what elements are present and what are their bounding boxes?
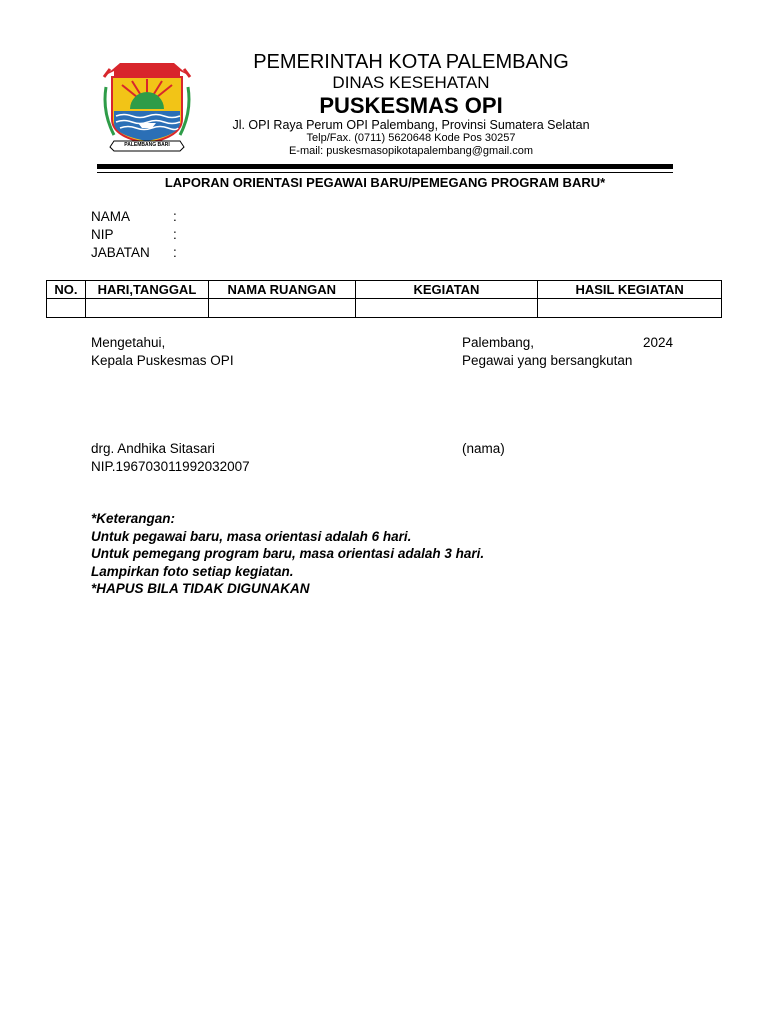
table-cell[interactable] xyxy=(47,299,86,318)
head-role: Kepala Puskesmas OPI xyxy=(91,353,234,368)
address-line: Jl. OPI Raya Perum OPI Palembang, Provinsi Sumatera Selatan xyxy=(232,118,590,132)
table-cell[interactable] xyxy=(538,299,722,318)
column-header-no: NO. xyxy=(47,281,86,299)
head-nip: NIP.196703011992032007 xyxy=(91,459,250,474)
field-label-nama: NAMA xyxy=(91,209,131,224)
letterhead-divider-thin xyxy=(97,172,673,173)
table-cell[interactable] xyxy=(355,299,538,318)
column-header-result: HASIL KEGIATAN xyxy=(538,281,722,299)
head-name: drg. Andhika Sitasari xyxy=(91,441,215,456)
notes-heading: *Keterangan: xyxy=(91,511,176,526)
table-cell[interactable] xyxy=(208,299,355,318)
column-header-room: NAMA RUANGAN xyxy=(208,281,355,299)
field-separator: : xyxy=(173,227,177,242)
table-cell[interactable] xyxy=(85,299,208,318)
letterhead-divider-thick xyxy=(97,164,673,169)
document-title: LAPORAN ORIENTASI PEGAWAI BARU/PEMEGANG PROGRAM BARU* xyxy=(164,175,606,190)
field-label-jabatan: JABATAN xyxy=(91,245,150,260)
institution-name: PUSKESMAS OPI xyxy=(319,93,503,118)
table-header-row xyxy=(47,281,722,299)
government-name: PEMERINTAH KOTA PALEMBANG xyxy=(253,51,569,73)
field-separator: : xyxy=(173,245,177,260)
table-row xyxy=(47,299,722,318)
note-line: Lampirkan foto setiap kegiatan. xyxy=(91,564,294,579)
employee-role: Pegawai yang bersangkutan xyxy=(462,353,633,368)
city-emblem-logo xyxy=(100,57,194,153)
field-label-nip: NIP xyxy=(91,227,114,242)
note-line: Untuk pemegang program baru, masa orientasi adalah 3 hari. xyxy=(91,546,485,561)
email-line: E-mail: puskesmasopikotapalembang@gmail.com xyxy=(288,145,534,157)
logo-banner-text: PALEMBANG BARI xyxy=(124,142,170,148)
phone-line: Telp/Fax. (0711) 5620648 Kode Pos 30257 xyxy=(306,132,516,144)
field-separator: : xyxy=(173,209,177,224)
column-header-activity: KEGIATAN xyxy=(355,281,538,299)
acknowledgement-heading: Mengetahui, xyxy=(91,335,166,350)
year-label: 2024 xyxy=(643,335,674,350)
place-label: Palembang, xyxy=(462,335,535,350)
note-line: Untuk pegawai baru, masa orientasi adalah 6 hari. xyxy=(91,529,412,544)
employee-name-placeholder: (nama) xyxy=(462,441,505,456)
column-header-date: HARI,TANGGAL xyxy=(85,281,208,299)
department-name: DINAS KESEHATAN xyxy=(332,73,490,92)
activity-table xyxy=(46,280,722,318)
note-delete-instruction: *HAPUS BILA TIDAK DIGUNAKAN xyxy=(91,581,310,596)
